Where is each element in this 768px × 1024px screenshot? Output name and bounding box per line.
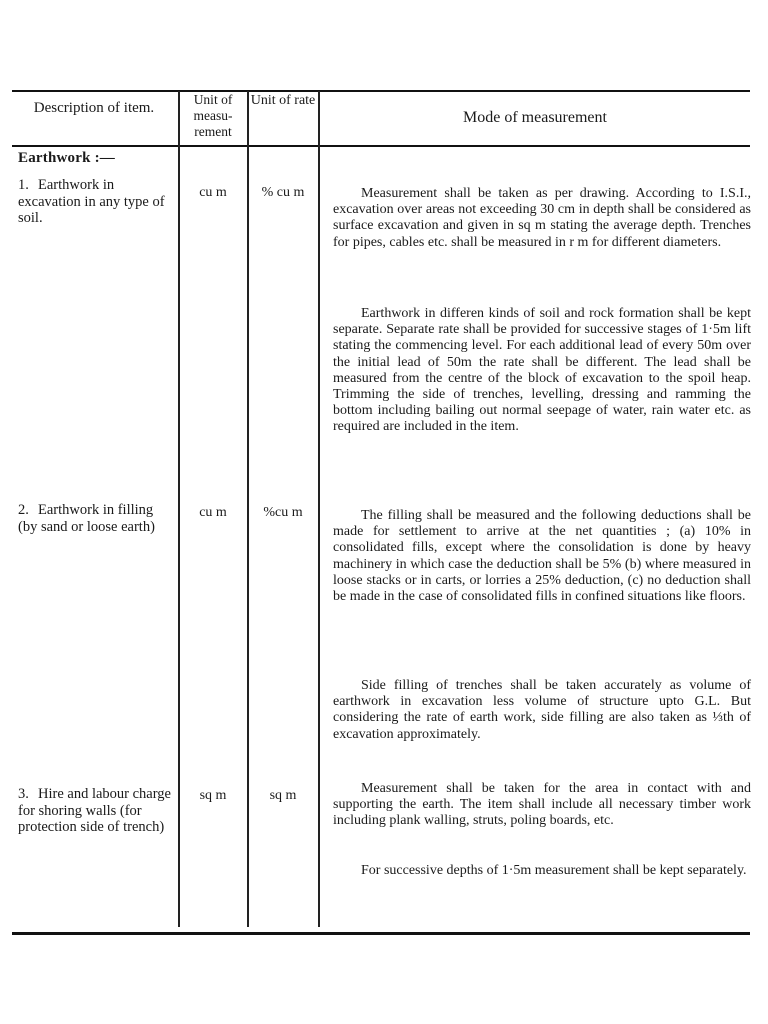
item-number: 3.	[18, 786, 29, 802]
unit-of-rate: sq m	[269, 788, 297, 803]
measurement-paragraph: Measurement shall be taken as per drawing. According to I.S.I., excavation over areas not exceeding 30 cm in depth shall be considered as surface excavation and given in sq m stating the average depth. Trenches for pipes, cables etc. shall be measured in r m for different diameters.	[333, 186, 751, 250]
measurement-paragraph: Measurement shall be taken for the area in contact with and supporting the earth. The item shall include all necessary timber work including plank walling, struts, poling boards, etc.	[333, 781, 751, 829]
header-description: Description of item.	[33, 100, 155, 116]
header-unit-of-rate: Unit of rate	[250, 93, 316, 108]
unit-of-measurement: cu m	[199, 505, 227, 520]
table-bottom-rule	[12, 932, 750, 935]
measurement-paragraph: The filling shall be measured and the following deductions shall be made for settlement to arrive at the net quantities ; (a) 10% in consolidated fills, except where the consolidation is done by heavy machinery in which case the deduction shall be 5% (b) where measured in loose stacks or in carts, or lorries a 25% deduction, (c) no deduction shall be made in the case of consolidated fills in confined situations like floors.	[333, 508, 751, 605]
unit-of-measurement: sq m	[199, 788, 227, 803]
item-description-text: Hire and labour charge for shoring walls (for protection side of trench)	[18, 786, 171, 835]
measurement-paragraph: For successive depths of 1·5m measurement shall be kept separately.	[361, 863, 747, 878]
item-description	[18, 786, 174, 836]
measurement-paragraph: Side filling of trenches shall be taken accurately as volume of earthwork in excavation less volume of structure upto G.L. But considering the rate of earth work, side filling are also taken as ⅓th of excavation approximately.	[333, 678, 751, 742]
header-bottom-rule	[12, 145, 750, 147]
item-description-text: Earthwork in excavation in any type of soil.	[18, 177, 165, 226]
header-mode-of-measurement: Mode of measurement	[463, 109, 607, 126]
unit-of-rate: %cu m	[263, 505, 303, 520]
column-divider	[318, 91, 320, 927]
item-number: 2.	[18, 502, 29, 518]
unit-of-measurement: cu m	[199, 185, 227, 200]
item-description	[18, 502, 174, 535]
table-top-rule	[12, 90, 750, 92]
measurement-paragraph: Earthwork in differen kinds of soil and rock formation shall be kept separate. Separate rate shall be provided for successive stages of 1·5m lift stating the commencing level. For each additional lead of every 50m over the initial lead of 50m the rate shall be different. The lead shall be measured from the centre of the block of excavation to the spoil heap. Trimming the side of trenches, levelling, dressing and ramming the bottom including bailing out normal seepage of water, rain water etc. as required are included in the item.	[333, 306, 751, 435]
section-title: Earthwork :—	[18, 150, 115, 166]
item-number: 1.	[18, 177, 29, 193]
item-description	[18, 177, 174, 227]
item-description-text: Earthwork in filling (by sand or loose earth)	[18, 502, 155, 535]
unit-of-rate: % cu m	[261, 185, 305, 200]
header-unit-of-measurement: Unit of measu-rement	[193, 92, 233, 139]
